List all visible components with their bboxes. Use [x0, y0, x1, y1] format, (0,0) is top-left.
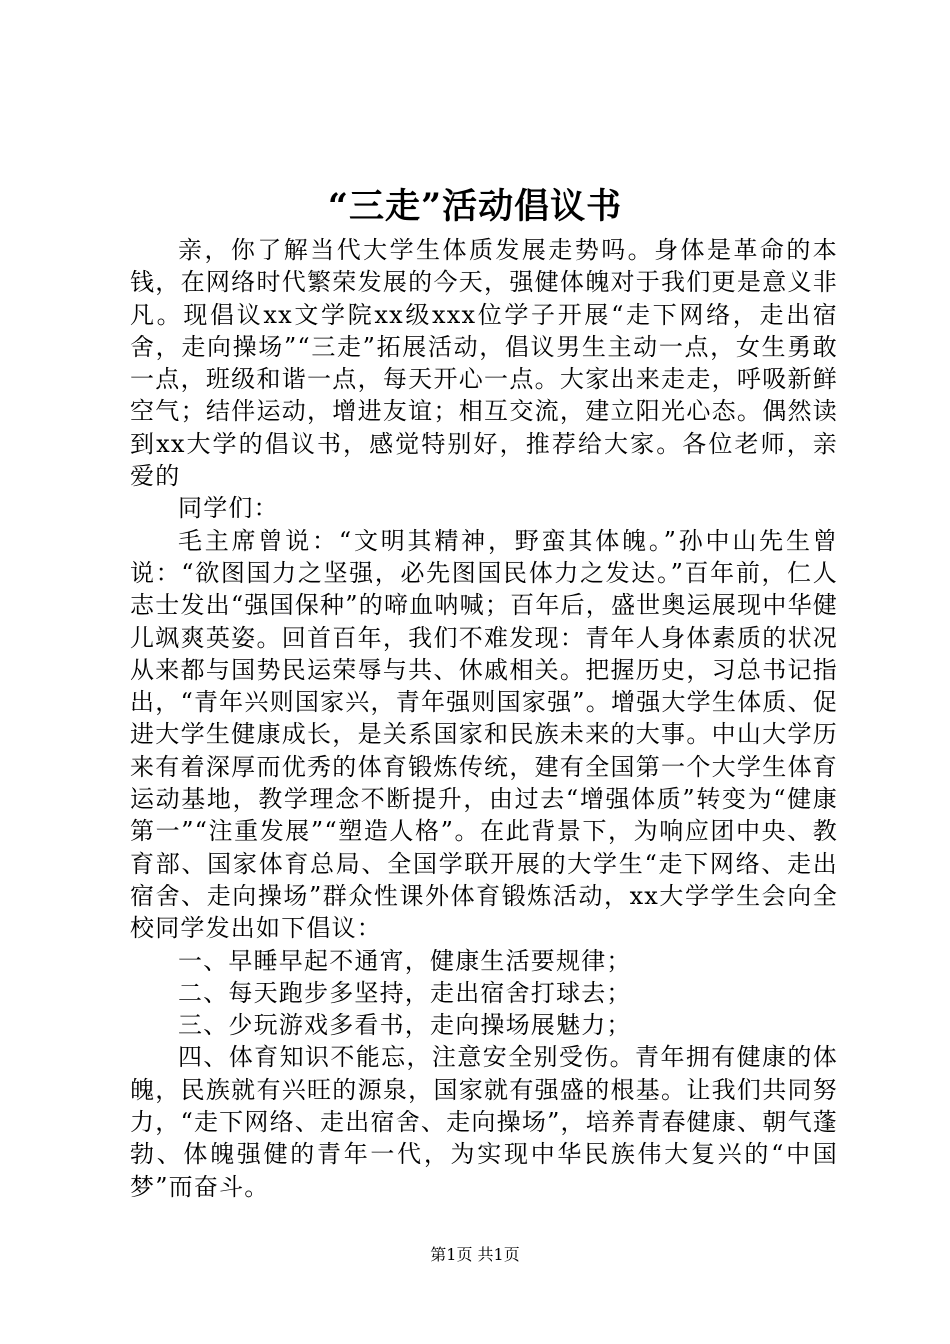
paragraph-salutation: 同学们： — [178, 494, 279, 523]
paragraph-intro: 亲，你了解当代大学生体质发展走势吗。身体是革命的本钱，在网络时代繁荣发展的今天，强健体魄对于我们更是意义非凡。现倡议xx文学院xx级xxx位学子开展“走下网络，走出宿舍，走向操场”“三走”拓展活动，倡议男生主动一点，女生勇敢一点，班级和谐一点，每天开心一点。大家出来走走，呼吸新鲜空气；结伴运动，增进友谊；相互交流，建立阳光心态。偶然读到xx大学的倡议书，感觉特别好，推荐给大家。各位老师，亲爱的 — [130, 236, 838, 491]
paragraph-main: 毛主席曾说：“文明其精神，野蛮其体魄。”孙中山先生曾说：“欲图国力之坚强，必先图国民体力之发达。”百年前，仁人志士发出“强国保种”的啼血呐喊；百年后，盛世奥运展现中华健儿飒爽英姿。回首百年，我们不难发现：青年人身体素质的状况从来都与国势民运荣辱与共、休戚相关。把握历史，习总书记指出，“青年兴则国家兴，青年强则国家强”。增强大学生体质、促进大学生健康成长，是关系国家和民族未来的大事。中山大学历来有着深厚而优秀的体育锻炼传统，建有全国第一个大学生体育运动基地，教学理念不断提升，由过去“增强体质”转变为“健康第一”“注重发展”“塑造人格”。在此背景下，为响应团中央、教育部、国家体育总局、全国学联开展的大学生“走下网络、走出宿舍、走向操场”群众性课外体育锻炼活动，xx大学学生会向全校同学发出如下倡议： — [130, 526, 838, 943]
proposal-item-4: 四、体育知识不能忘，注意安全别受伤。青年拥有健康的体魄，民族就有兴旺的源泉，国家就有强盛的根基。让我们共同努力，“走下网络、走出宿舍、走向操场”，培养青春健康、朝气蓬勃、体魄强健的青年一代，为实现中华民族伟大复兴的“中国梦”而奋斗。 — [130, 1043, 838, 1201]
document-body — [130, 234, 838, 1203]
document-title: “三走”活动倡议书 — [327, 186, 623, 227]
page-footer: 第1页 共1页 — [430, 1245, 520, 1264]
proposal-item-1: 一、早睡早起不通宵，健康生活要规律； — [178, 946, 632, 975]
proposal-item-2: 二、每天跑步多坚持，走出宿舍打球去； — [178, 978, 632, 1007]
proposal-item-3: 三、少玩游戏多看书，走向操场展魅力； — [178, 1011, 632, 1040]
